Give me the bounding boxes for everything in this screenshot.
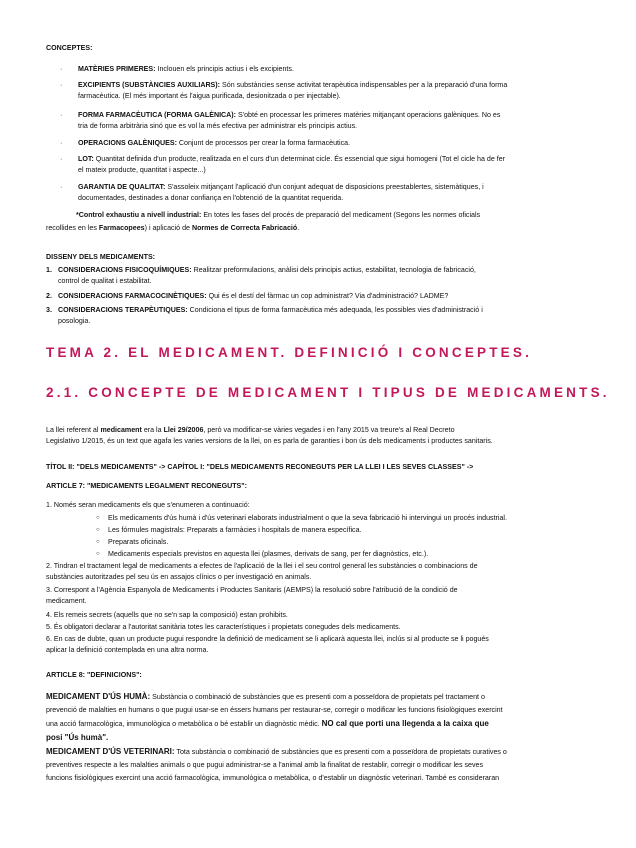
circle-bullet-icon: ○ (96, 551, 100, 557)
control-note: *Control exhaustiu a nivell industrial: En totes les fases del procés de preparació del medicament (Segons les normes oficials (76, 211, 481, 219)
list-item: ○ Les fórmules magistrals: Preparats a farmàcies i hospitals de manera específica. (46, 525, 594, 537)
concept-item: · LOT: Quantitat definida d'un producte, realitzada en el curs d'un determinat cicle. És essencial que sigui homogeni (Tot el cicle ha de fer el mateix producte, quantitat i aspecte...) (60, 155, 506, 175)
concept-item: · OPERACIONS GALÈNIQUES: Conjunt de processos per crear la forma farmacèutica. (46, 138, 594, 150)
article8-heading: ARTICLE 8: "DEFINICIONS": (46, 671, 142, 679)
concepts-heading: CONCEPTES: (46, 44, 93, 52)
bullet-icon: · (60, 184, 63, 191)
article7-p5: 5. És obligatori declarar a l'autoritat sanitària totes les característiques i propietats conegudes dels medicaments. (46, 623, 401, 631)
bullet-icon: · (60, 140, 63, 147)
titol-heading: TÍTOL II: "DELS MEDICAMENTS" -> CAPÍTOL I: "DELS MEDICAMENTS RECONEGUTS PER LA LLEI I LES SEVES CLASSES" -> (46, 463, 474, 471)
bullet-icon: · (60, 156, 63, 163)
section-heading: 2.1. CONCEPTE DE MEDICAMENT I TIPUS DE MEDICAMENTS. (46, 385, 610, 400)
concept-item: · MATÈRIES PRIMERES: Inclouen els principis actius i els excipients. (46, 64, 594, 76)
bullet-icon: · (60, 82, 63, 89)
list-item: ○ Els medicaments d'ús humà i d'ús veterinari elaborats industrialment o que la seva fabricació hi intervingui un procés industrial. (46, 513, 594, 525)
article7-p3: 3. Correspont a l'Agència Espanyola de Medicaments i Productes Sanitaris (AEMPS) la resolució sobre l'atribució de la condició de medicament. (46, 586, 458, 606)
bullet-icon: · (60, 66, 63, 73)
article7-p2: 2. Tindran el tractament legal de medicaments a efectes de l'aplicació de la llei i el seu control general les substàncies o combinacions de substàncies autoritzades pel seu ús en assajos clínics o per investigació en animals. (46, 562, 478, 582)
article7-p6: 6. En cas de dubte, quan un producte pugui respondre la definició de medicament se li aplicarà aquesta llei, inclús si al producte se li pogués aplicar la definició contemplada en una altra norma. (46, 635, 489, 655)
vet-medicine-definition: MEDICAMENT D'ÚS VETERINARI: Tota substància o combinació de substàncies que es presenti com a posseïdora de propietats curatives o preventives respecte a les malalties animals o que pugui administrar-se a l'animal amb la finalitat de restablir, corregir o modificar les seves funcions fisiològiques exercint una acció farmacològica, immunològica o metabòlica, o d'establir un diagnòstic veterinari. També es consideraran (46, 747, 507, 782)
design-item: 1. CONSIDERACIONS FISICOQUÍMIQUES: Realitzar preformulacions, anàlisi dels principis actius, estabilitat, tecnologia de fabricació, control de qualitat i estabilitat. (46, 266, 476, 286)
circle-bullet-icon: ○ (96, 527, 100, 533)
design-item: 3. CONSIDERACIONS TERAPÈUTIQUES: Condiciona el tipus de forma farmacèutica més adequada, les possibles vies d'administració i posologia. (46, 306, 483, 326)
concept-item: · EXCIPIENTS (SUBSTÀNCIES AUXILIARS): Són substàncies sense activitat terapèutica indispensables per a la preparació d'una forma farmacèutica. (El més important és l'aigua purificada, desionitzada o per injectable). (60, 81, 508, 101)
article7-p4: 4. Els remeis secrets (aquells que no se'n sap la composició) estan prohibits. (46, 611, 288, 619)
article7-p1: 1. Només seran medicaments els que s'enumeren a continuació: (46, 501, 250, 509)
list-item: ○ Preparats oficinals. (46, 537, 594, 549)
list-item: ○ Medicaments especials previstos en aquesta llei (plasmes, derivats de sang, per fer diagnòstics, etc.). (46, 549, 594, 561)
intro-paragraph: La llei referent al medicament era la Llei 29/2006, però va modificar-se vàries vegades i en l'any 2015 va treure's al Real Decreto Legislativo 1/2015, és un text que agafa les varies versions de la llei, on es parla de garanties i bon ús dels medicaments i productes sanitaris. (46, 426, 493, 446)
design-heading: DISSENY DELS MEDICAMENTS: (46, 253, 156, 261)
bullet-icon: · (60, 112, 63, 119)
tema-heading: TEMA 2. EL MEDICAMENT. DEFINICIÓ I CONCEPTES. (46, 345, 533, 360)
control-note-line2: recollides en les Farmacopees) i aplicació de Normes de Correcta Fabricació. (46, 224, 300, 232)
article7-heading: ARTICLE 7: "MEDICAMENTS LEGALMENT RECONEGUTS": (46, 482, 248, 490)
circle-bullet-icon: ○ (96, 539, 100, 545)
human-medicine-definition: MEDICAMENT D'ÚS HUMÀ: Substància o combinació de substàncies que es presenti com a posseïdora de propietats pel tractament o prevenció de malalties en humans o que pugui usar-se en éssers humans per restaurar-se, corregir o modificar les funcions fisiològiques exercint una acció farmacològica, immunològica o metabòlica o bé establir un diagnòstic mèdic. NO cal que porti una llegenda a la caixa que posi "Ús humà". (46, 692, 503, 742)
circle-bullet-icon: ○ (96, 515, 100, 521)
concept-item: · FORMA FARMACÈUTICA (FORMA GALÈNICA): S'obté en processar les primeres matèries mitjançant operacions galèniques. No es tria de forma arbitrària sinó que es vol la més efectiva per administrar els principis actius. (60, 111, 501, 131)
concept-item: · GARANTIA DE QUALITAT: S'assoleix mitjançant l'aplicació d'un conjunt adequat de disposicions preestablertes, sistemàtiques, i documentades, destinades a donar confiança en l'obtenció de la quantitat requerida. (60, 183, 484, 203)
design-item: 2. CONSIDERACIONS FARMACOCINÈTIQUES: Qui és el destí del fàrmac un cop administrat? Via d'administració? LADME? (46, 292, 449, 300)
